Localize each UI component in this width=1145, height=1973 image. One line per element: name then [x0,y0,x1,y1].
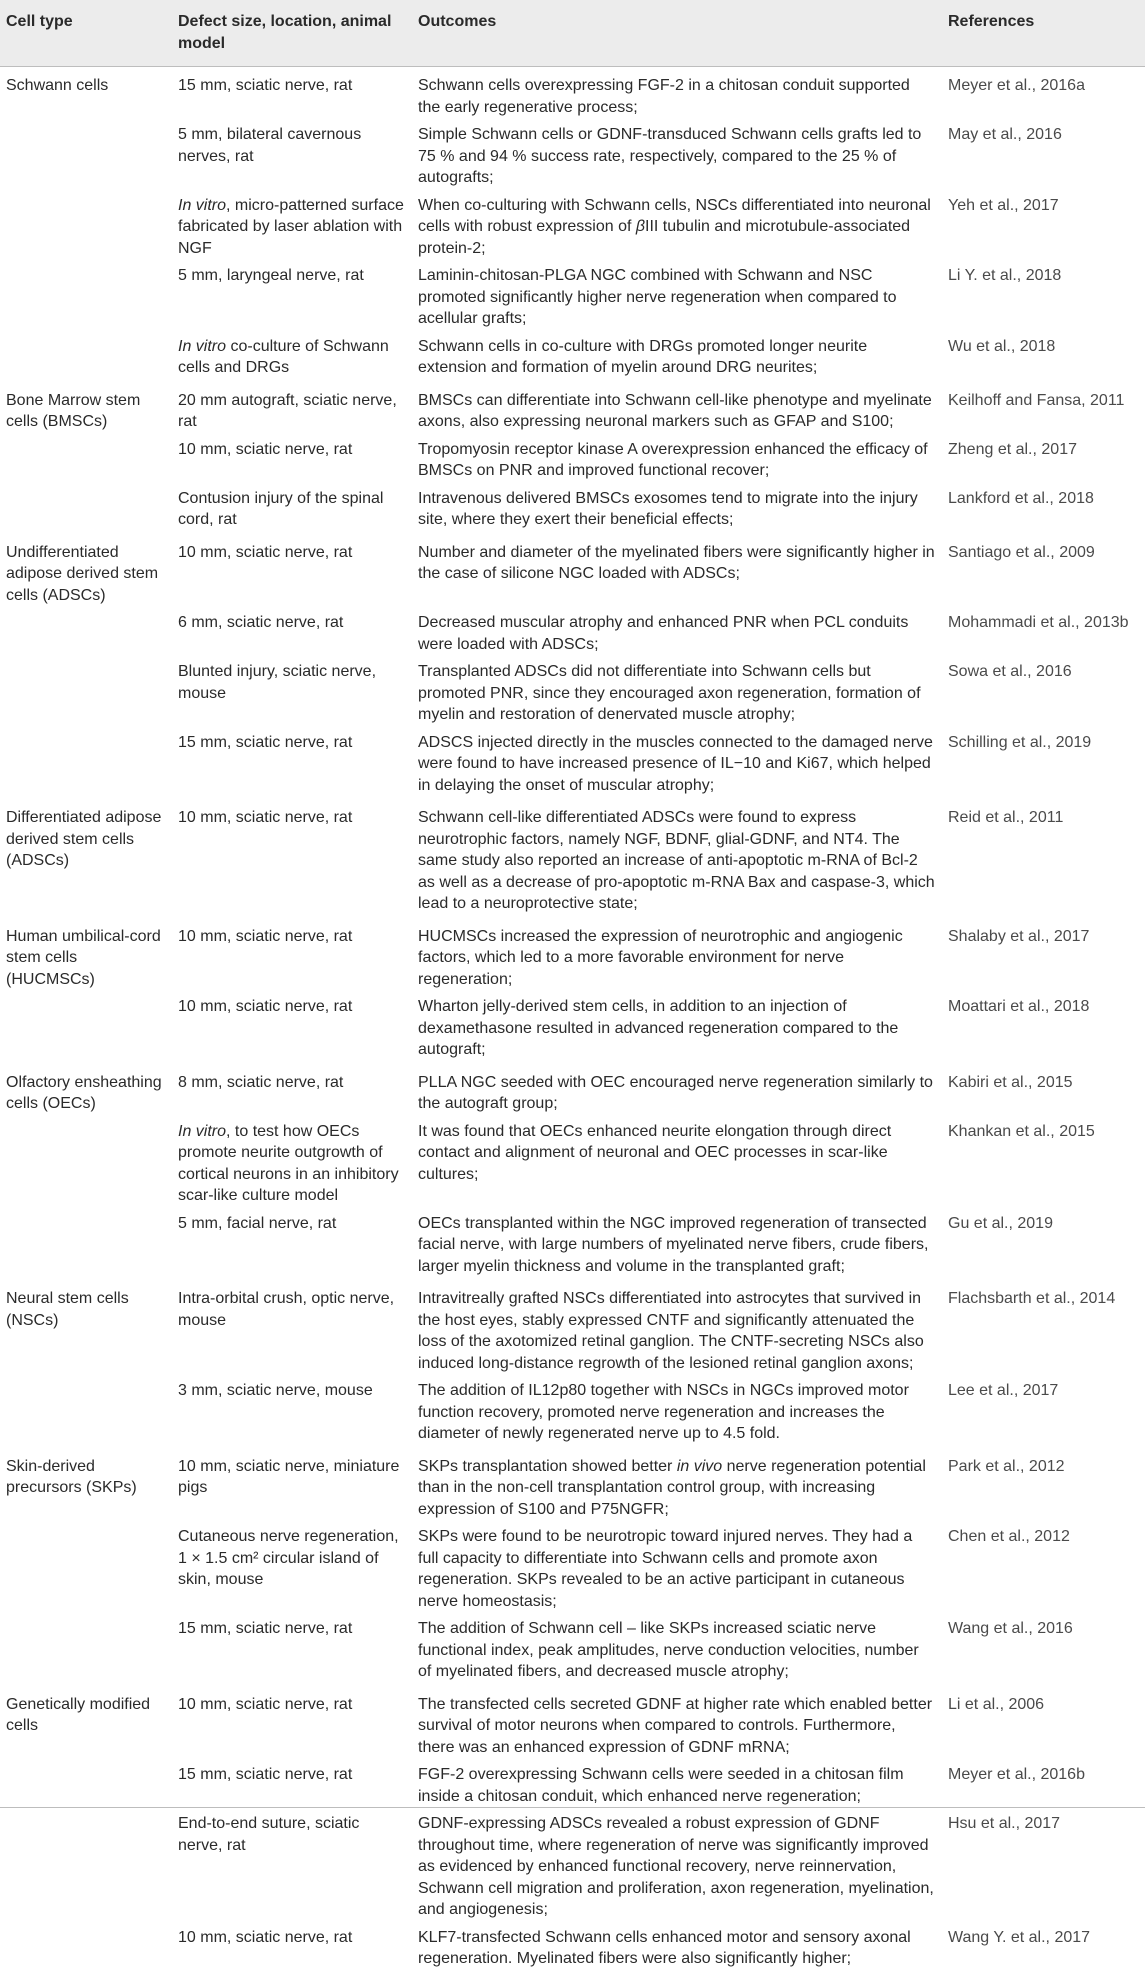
cell-type-cell [0,436,172,485]
outcome-text: The addition of IL12p80 together with NSCs in NGCs improved motor function recovery, promoted nerve regeneration and increases the diameter of newly regenerated nerve up to 4.5 fold. [418,1382,909,1442]
outcome-text: GDNF-expressing ADSCs revealed a robust expression of GDNF throughout time, where regeneration of nerve was significantly improved as evidenced by enhanced functional recovery, nerve reinnervation, Schwann cell migration and proliferation, axon regeneration, myelination, and angiogenesis; [418,1815,934,1918]
cell-type-cell [0,1377,172,1448]
table-row [0,382,1145,436]
reference-cell: Yeh et al., 2017 [948,196,1059,214]
outcome-cell [412,1118,942,1210]
table-row [0,1118,1145,1210]
cell-type-cell: Schwann cells [6,77,109,94]
defect-cell [172,262,412,333]
defect-cell [172,1523,412,1615]
outcome-cell [412,1686,942,1762]
outcome-text: OECs transplanted within the NGC improved regeneration of transected facial nerve, with large numbers of myelinated nerve fibers, crude fibers, larger myelin thickness and volume in the transplanted graft; [418,1214,929,1275]
cell-type-cell [0,1523,172,1615]
outcome-cell [412,609,942,658]
bottom-rule [0,1807,1145,1808]
defect-cell [172,1448,412,1524]
defect-italic: In vitro [178,196,227,214]
defect-text: 6 mm, sciatic nerve, rat [178,614,344,631]
cell-type-cell: Undifferentiated adipose derived stem cells (ADSCs) [6,543,159,604]
outcome-cell [412,333,942,382]
defect-text: Intra-orbital crush, optic nerve, mouse [178,1290,395,1329]
cell-type-cell [0,1210,172,1281]
defect-text: 3 mm, sciatic nerve, mouse [178,1382,373,1399]
table-row [0,1280,1145,1377]
defect-text: 10 mm, sciatic nerve, rat [178,998,353,1015]
table-row [0,1810,1145,1924]
defect-text: 20 mm autograft, sciatic nerve, rat [178,391,397,430]
reference-cell: Keilhoff and Fansa, 2011 [948,391,1125,409]
table-row [0,485,1145,534]
reference-cell: Gu et al., 2019 [948,1214,1053,1232]
reference-cell: Mohammadi et al., 2013b [948,614,1129,631]
outcome-cell [412,1064,942,1118]
cell-type-cell [0,262,172,333]
outcome-text: Schwann cells in co-culture with DRGs promoted longer neurite extension and formation of myelin around DRG neurites; [418,337,868,376]
defect-text: Cutaneous nerve regeneration, 1 × 1.5 cm² circular island of skin, mouse [178,1528,399,1588]
defect-text: 10 mm, sciatic nerve, rat [178,809,353,826]
defect-cell [172,1615,412,1686]
defect-cell [172,1210,412,1281]
outcome-cell [412,436,942,485]
reference-cell: Reid et al., 2011 [948,809,1064,826]
outcome-cell [412,1615,942,1686]
reference-cell: Hsu et al., 2017 [948,1815,1061,1832]
outcome-cell [412,121,942,192]
table-row [0,436,1145,485]
defect-cell [172,67,412,122]
reference-cell: Meyer et al., 2016a [948,77,1085,94]
defect-cell [172,729,412,800]
cell-type-cell [0,333,172,382]
reference-cell: Flachsbarth et al., 2014 [948,1290,1116,1307]
defect-cell [172,1686,412,1762]
reference-cell: May et al., 2016 [948,126,1062,143]
reference-cell: Kabiri et al., 2015 [948,1073,1073,1091]
cell-type-cell [0,1761,172,1810]
outcome-cell [412,799,942,918]
outcome-text: Laminin-chitosan-PLGA NGC combined with Schwann and NSC promoted significantly higher nerve regeneration when compared to acellular grafts; [418,267,897,327]
defect-text: 10 mm, sciatic nerve, rat [178,927,353,945]
table-row [0,1064,1145,1118]
reference-cell: Sowa et al., 2016 [948,663,1072,680]
table-row [0,1210,1145,1281]
outcome-text: Transplanted ADSCs did not differentiate into Schwann cells but promoted PNR, since they encouraged axon regeneration, formation of myelin and restoration of denervated muscle atrophy; [418,663,921,723]
defect-text: 15 mm, sciatic nerve, rat [178,77,353,94]
defect-italic: In vitro [178,337,227,355]
table-row [0,1615,1145,1686]
table-row [0,333,1145,382]
reference-cell: Lee et al., 2017 [948,1382,1059,1399]
reference-cell: Li Y. et al., 2018 [948,267,1062,284]
table-row [0,1523,1145,1615]
outcome-text: Schwann cell-like differentiated ADSCs were found to express neurotrophic factors, namely NGF, BDNF, glial-GDNF, and NT4. The same study also reported an increase of anti-apoptotic m-RNA of Bcl-2 as well as a decrease of pro-apoptotic m-RNA Bax and caspase-3, which lead to a neuroprotective state; [418,809,935,912]
outcome-cell [412,1280,942,1377]
defect-text: co-culture of Schwann cells and DRGs [178,337,389,376]
table-row [0,609,1145,658]
table-row [0,1761,1145,1810]
defect-cell [172,1064,412,1118]
table-row [0,658,1145,729]
outcome-cell [412,67,942,122]
outcome-text: FGF-2 overexpressing Schwann cells were seeded in a chitosan film inside a chitosan conduit, which enhanced nerve regeneration; [418,1766,904,1805]
defect-cell [172,1761,412,1810]
defect-text: 10 mm, sciatic nerve, rat [178,1928,353,1946]
defect-text: 8 mm, sciatic nerve, rat [178,1073,344,1091]
outcome-cell [412,485,942,534]
cell-type-cell [0,1615,172,1686]
cell-type-cell [0,485,172,534]
table-row [0,121,1145,192]
defect-text: 15 mm, sciatic nerve, rat [178,1620,353,1637]
header-outcomes: Outcomes [412,0,942,67]
cell-type-cell: Olfactory ensheathing cells (OECs) [6,1073,162,1112]
reference-cell: Santiago et al., 2009 [948,543,1095,561]
outcome-text: Schwann cells overexpressing FGF-2 in a chitosan conduit supported the early regenerative process; [418,77,910,116]
defect-italic: In vitro [178,1122,227,1140]
defect-cell [172,799,412,918]
defect-text: , to test how OECs promote neurite outgrowth of cortical neurons in an inhibitory scar-like culture model [178,1122,399,1204]
defect-cell [172,382,412,436]
defect-cell [172,1377,412,1448]
outcome-cell [412,658,942,729]
reference-cell: Meyer et al., 2016b [948,1766,1085,1783]
table-row [0,262,1145,333]
outcome-italic: in vivo [676,1457,723,1475]
cell-type-cell [0,609,172,658]
defect-text: 5 mm, bilateral cavernous nerves, rat [178,126,362,165]
defect-cell [172,918,412,994]
outcome-cell [412,192,942,263]
table-row [0,993,1145,1064]
defect-text: 15 mm, sciatic nerve, rat [178,1766,353,1783]
header-defect: Defect size, location, animal model [172,0,412,67]
cell-type-cell: Neural stem cells (NSCs) [6,1290,129,1329]
table-row [0,729,1145,800]
defect-cell [172,1810,412,1924]
outcome-cell [412,1377,942,1448]
outcome-cell [412,1924,942,1973]
defect-text: 5 mm, laryngeal nerve, rat [178,267,364,284]
outcome-text: Wharton jelly-derived stem cells, in addition to an injection of dexamethasone resulted in advanced regeneration compared to the autograft; [418,998,899,1058]
defect-cell [172,333,412,382]
cell-type-cell: Skin-derived precursors (SKPs) [6,1457,137,1496]
outcome-text: III tubulin and microtubule-associated protein-2; [418,218,911,257]
cell-type-cell [0,121,172,192]
defect-text: 10 mm, sciatic nerve, rat [178,440,353,458]
reference-cell: Chen et al., 2012 [948,1528,1070,1545]
cell-type-cell: Differentiated adipose derived stem cells (ADSCs) [6,809,162,869]
header-row [0,0,1145,67]
table-row [0,67,1145,122]
outcome-cell [412,1210,942,1281]
defect-text: 10 mm, sciatic nerve, rat [178,543,353,561]
outcome-cell [412,1523,942,1615]
outcome-prefix: SKPs transplantation showed better [418,1457,677,1475]
defect-cell [172,485,412,534]
defect-text: End-to-end suture, sciatic nerve, rat [178,1815,360,1854]
reference-cell: Zheng et al., 2017 [948,440,1077,458]
outcome-text: The addition of Schwann cell – like SKPs increased sciatic nerve functional index, peak amplitudes, nerve conduction velocities, number of myelinated fibers, and decreased muscle atrophy; [418,1620,919,1680]
defect-text: , micro-patterned surface fabricated by laser ablation with NGF [178,196,404,257]
outcome-italic: β [635,218,646,235]
outcome-text: Tropomyosin receptor kinase A overexpression enhanced the efficacy of BMSCs on PNR and improved functional recover; [418,440,928,479]
outcome-text: Decreased muscular atrophy and enhanced PNR when PCL conduits were loaded with ADSCs; [418,614,909,653]
defect-cell [172,534,412,610]
table-row [0,534,1145,610]
cell-type-cell [0,729,172,800]
outcome-text: nerve regeneration potential than in the non-cell transplantation control group, with increasing expression of S100 and P75NGFR; [418,1457,926,1518]
outcome-cell [412,918,942,994]
reference-cell: Li et al., 2006 [948,1695,1045,1713]
cell-type-cell [0,1924,172,1973]
cell-type-cell [0,1810,172,1924]
table-row [0,799,1145,918]
defect-text: 10 mm, sciatic nerve, rat [178,1695,353,1713]
defect-cell [172,1118,412,1210]
defect-cell [172,121,412,192]
outcome-cell [412,262,942,333]
reference-cell: Wu et al., 2018 [948,337,1056,355]
reference-cell: Shalaby et al., 2017 [948,927,1090,945]
outcome-cell [412,382,942,436]
outcome-text: Intravitreally grafted NSCs differentiated into astrocytes that survived in the host eyes, stably expressed CNTF and significantly attenuated the loss of the axotomized retinal ganglion. The CNTF-secreting NSCs also induced long-distance regrowth of the lesioned retinal ganglion axons; [418,1290,924,1372]
outcome-text: ADSCS injected directly in the muscles connected to the damaged nerve were found to have increased presence of IL−10 and Ki67, which helped in delaying the onset of muscular atrophy; [418,733,933,794]
reference-cell: Moattari et al., 2018 [948,998,1090,1015]
defect-cell [172,609,412,658]
cell-type-cell: Human umbilical-cord stem cells (HUCMSCs) [6,927,161,988]
outcome-cell [412,729,942,800]
outcome-text: PLLA NGC seeded with OEC encouraged nerve regeneration similarly to the autograft group; [418,1073,933,1112]
defect-cell [172,192,412,263]
table-row [0,1924,1145,1973]
reference-cell: Khankan et al., 2015 [948,1122,1095,1140]
defect-cell [172,436,412,485]
defect-cell [172,1280,412,1377]
cell-type-cell [0,1118,172,1210]
table-header [0,0,1145,67]
cell-type-cell [0,658,172,729]
defect-text: 5 mm, facial nerve, rat [178,1214,337,1232]
table-body [0,67,1145,1973]
reference-cell: Wang et al., 2016 [948,1620,1073,1637]
defect-text: 15 mm, sciatic nerve, rat [178,733,353,751]
outcome-text: Simple Schwann cells or GDNF-transduced Schwann cells grafts led to 75 % and 94 % success rate, respectively, compared to the 25 % of autografts; [418,126,922,186]
outcome-prefix: When co-culturing with Schwann cells, NSCs differentiated into neuronal cells with robust expression of [418,196,931,235]
reference-cell: Lankford et al., 2018 [948,489,1094,507]
outcome-cell [412,1448,942,1524]
table-row [0,918,1145,994]
header-references: References [942,0,1145,67]
defect-text: 10 mm, sciatic nerve, miniature pigs [178,1457,400,1496]
outcome-text: SKPs were found to be neurotropic toward injured nerves. They had a full capacity to differentiate into Schwann cells and promote axon regeneration. SKPs revealed to be an active participant in cutaneous nerve homeostasis; [418,1528,913,1610]
cell-type-cell: Genetically modified cells [6,1695,151,1734]
cell-type-cell: Bone Marrow stem cells (BMSCs) [6,391,141,430]
outcome-cell [412,1761,942,1810]
outcome-cell [412,1810,942,1924]
outcome-text: BMSCs can differentiate into Schwann cell-like phenotype and myelinate axons, also expressing neuronal markers such as GFAP and S100; [418,391,932,430]
outcome-cell [412,993,942,1064]
outcome-text: The transfected cells secreted GDNF at higher rate which enabled better survival of motor neurons when compared to controls. Furthermore, there was an enhanced expression of GDNF mRNA; [418,1695,933,1756]
table-row [0,1686,1145,1762]
reference-cell: Park et al., 2012 [948,1457,1065,1475]
cell-type-cell [0,993,172,1064]
defect-cell [172,658,412,729]
header-cell-type: Cell type [0,0,172,67]
table-row [0,1448,1145,1524]
defect-cell [172,1924,412,1973]
outcome-text: KLF7-transfected Schwann cells enhanced motor and sensory axonal regeneration. Myelinated fibers were also significantly higher; [418,1928,911,1967]
outcome-text: It was found that OECs enhanced neurite elongation through direct contact and alignment of neuronal and OEC processes in scar-like cultures; [418,1122,892,1183]
outcome-text: Intravenous delivered BMSCs exosomes tend to migrate into the injury site, where they exert their beneficial effects; [418,489,918,528]
outcome-text: HUCMSCs increased the expression of neurotrophic and angiogenic factors, which led to a more favorable environment for nerve regeneration; [418,927,903,988]
table-row [0,1377,1145,1448]
table-row [0,192,1145,263]
reference-cell: Schilling et al., 2019 [948,733,1092,751]
outcome-text: Number and diameter of the myelinated fibers were significantly higher in the case of silicone NGC loaded with ADSCs; [418,543,935,582]
defect-text: Blunted injury, sciatic nerve, mouse [178,663,377,702]
defect-text: Contusion injury of the spinal cord, rat [178,489,384,528]
reference-cell: Wang Y. et al., 2017 [948,1928,1091,1946]
cell-type-cell [0,192,172,263]
defect-cell [172,993,412,1064]
outcome-cell [412,534,942,610]
